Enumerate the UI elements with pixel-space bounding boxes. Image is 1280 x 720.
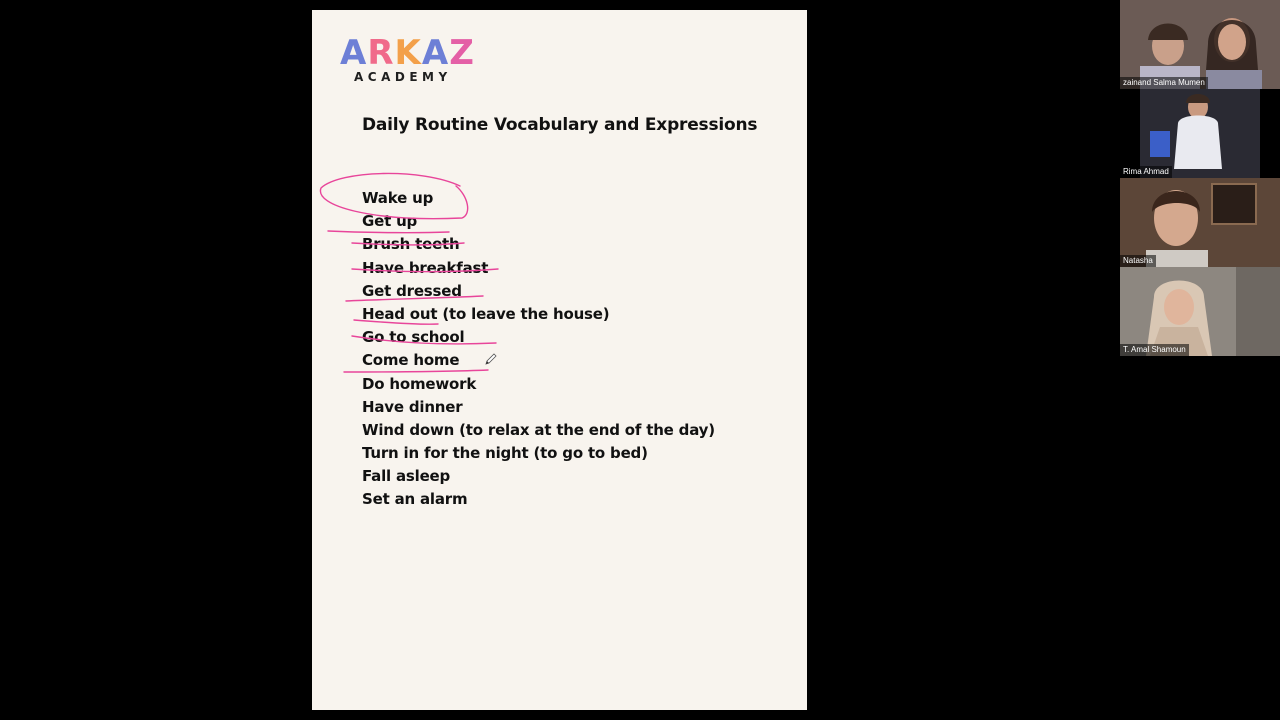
screen-share-margin-left: [0, 10, 312, 710]
participant-name: Rima Ahmad: [1120, 166, 1172, 178]
participant-video: [1120, 267, 1280, 356]
vocab-item: Have breakfast: [362, 258, 489, 277]
bottom-bar: [0, 710, 1120, 720]
logo-letter: A: [340, 33, 368, 73]
participant-name: Natasha: [1120, 255, 1156, 267]
participant-name: T. Amal Shamoun: [1120, 344, 1189, 356]
vocab-item: Brush teeth: [362, 235, 460, 254]
vocab-item: Wind down (to relax at the end of the day): [362, 420, 715, 439]
participant-tile[interactable]: [1120, 178, 1280, 267]
participant-tile[interactable]: [1120, 0, 1280, 89]
participant-video: [1120, 178, 1280, 267]
vocab-item: Head out (to leave the house): [362, 304, 610, 323]
vocab-item: Set an alarm: [362, 490, 468, 509]
vocabulary-list: [362, 187, 715, 512]
vocab-item: Come home: [362, 351, 460, 370]
pencil-icon: [484, 352, 498, 366]
shared-slide: [312, 10, 807, 710]
participant-video: [1120, 0, 1280, 89]
vocab-item: Have dinner: [362, 397, 463, 416]
logo-letter: R: [367, 33, 395, 73]
vocab-item: Wake up: [362, 189, 434, 207]
logo-letter: A: [421, 33, 450, 73]
vocab-item: Turn in for the night (to go to bed): [362, 444, 648, 463]
participants-panel: [1120, 0, 1280, 720]
vocab-item: Go to school: [362, 328, 465, 347]
participant-video: [1120, 89, 1280, 178]
participant-tile[interactable]: [1120, 267, 1280, 356]
top-bar: [0, 0, 1120, 10]
screen-share-margin-right: [808, 10, 1120, 710]
participant-tile[interactable]: [1120, 89, 1280, 178]
participant-name: zainand Salma Mumen: [1120, 77, 1208, 89]
vocab-item: Fall asleep: [362, 467, 451, 486]
vocab-item: Do homework: [362, 374, 477, 393]
vocab-item: Get up: [362, 212, 418, 231]
logo-wordmark: [340, 33, 475, 73]
logo-subtitle: ACADEMY: [354, 70, 452, 84]
arkaz-academy-logo: [340, 33, 480, 96]
vocab-item: Get dressed: [362, 281, 462, 300]
slide-title: Daily Routine Vocabulary and Expressions: [362, 115, 758, 135]
logo-letter: K: [394, 33, 422, 73]
logo-letter: Z: [449, 33, 475, 73]
